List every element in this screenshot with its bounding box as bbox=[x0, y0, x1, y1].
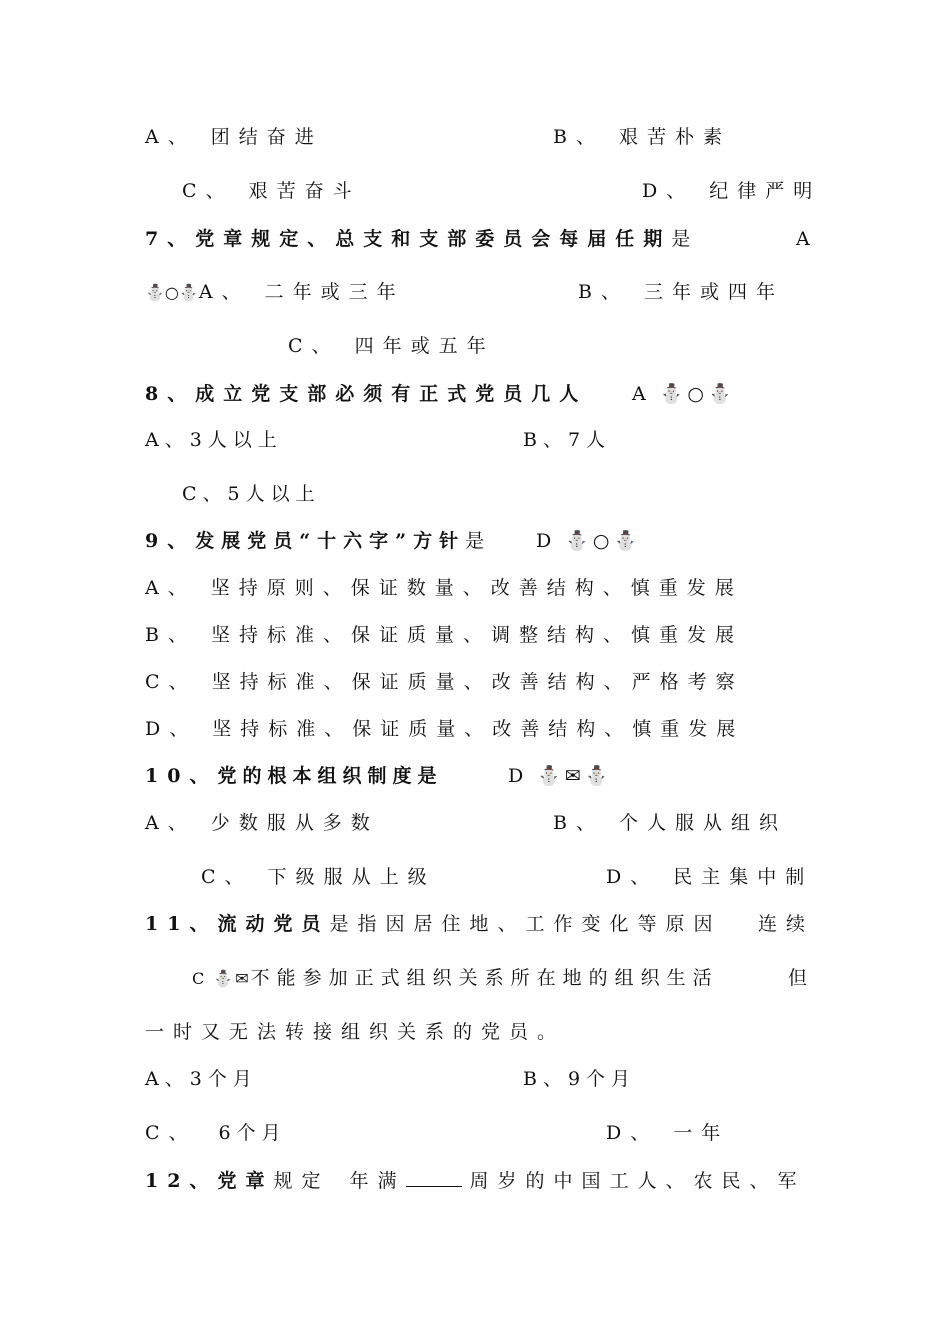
q12-text-3: 周岁的中国工人、农民、军 bbox=[469, 1170, 806, 1192]
q8-number: 8、 bbox=[145, 383, 196, 405]
q7-number: 7、 bbox=[145, 228, 196, 250]
q11-text-2b: 但 bbox=[788, 967, 817, 989]
q8-option-b: B、7人 bbox=[523, 429, 612, 451]
q11-answer: C ⛄✉ bbox=[192, 969, 251, 988]
q9-is: 是 bbox=[465, 530, 494, 552]
q11-option-c-value: 6个月 bbox=[218, 1122, 287, 1144]
q11-number: 11、 bbox=[145, 913, 218, 935]
q9-number: 9、 bbox=[145, 530, 196, 552]
q10-option-c: C、 下级服从上级 bbox=[201, 866, 436, 888]
q11-stem: 流动党员 bbox=[217, 913, 330, 935]
q11-option-b: B、9个月 bbox=[523, 1068, 637, 1090]
q11-text-2: 不能参加正式组织关系所在地的组织生活 bbox=[250, 967, 719, 989]
q6-option-b: B、 艰苦朴素 bbox=[553, 126, 732, 148]
q9-option-c: C、 坚持标准、保证质量、改善结构、严格考察 bbox=[145, 671, 744, 693]
q6-option-d: D、 纪律严明 bbox=[642, 180, 822, 202]
q7-is: 是 bbox=[671, 228, 700, 250]
q8-option-c: C、5人以上 bbox=[182, 483, 321, 505]
q11-option-c-label: C、 bbox=[145, 1122, 197, 1144]
q11-text-3: 一时又无法转接组织关系的党员。 bbox=[145, 1021, 566, 1043]
q10-stem: 党的根本组织制度是 bbox=[217, 765, 443, 787]
q9-option-d: D、 坚持标准、保证质量、改善结构、慎重发展 bbox=[145, 718, 745, 740]
q12-text-1: 规定 bbox=[273, 1170, 330, 1192]
q6-option-c: C、 艰苦奋斗 bbox=[182, 180, 361, 202]
q12-blank bbox=[406, 1168, 462, 1187]
q7-answer: A bbox=[796, 228, 819, 250]
q7-question bbox=[145, 227, 699, 251]
q12-text-2: 年满 bbox=[349, 1170, 406, 1192]
q11-option-a: A、3个月 bbox=[145, 1068, 258, 1090]
q9-answer: D ⛄○⛄ bbox=[536, 530, 642, 552]
q9-option-b: B、 坚持标准、保证质量、调整结构、慎重发展 bbox=[145, 624, 744, 646]
q9-stem: 发展党员“十六字”方针 bbox=[195, 530, 466, 552]
q10-option-d: D、 民主集中制 bbox=[606, 866, 814, 888]
q10-option-a: A、 少数服从多数 bbox=[145, 812, 379, 834]
q8-option-a: A、3人以上 bbox=[145, 429, 283, 451]
q8-answer: A ⛄○⛄ bbox=[632, 383, 736, 405]
q9-question bbox=[145, 529, 493, 553]
q10-answer: D ⛄✉⛄ bbox=[508, 765, 613, 787]
q7-option-a: A、 二年或三年 bbox=[198, 281, 405, 303]
q10-question bbox=[145, 764, 442, 788]
q11-text-1b: 连续 bbox=[758, 913, 815, 935]
q12-stem: 党章 bbox=[217, 1170, 274, 1192]
q11-line-2 bbox=[192, 966, 719, 991]
q11-text-1: 是指因居住地、工作变化等原因 bbox=[329, 913, 722, 935]
q10-option-b: B、 个人服从组织 bbox=[553, 812, 788, 834]
q8-stem: 成立党支部必须有正式党员几人 bbox=[195, 383, 588, 405]
q8-question bbox=[145, 382, 587, 406]
q9-option-a: A、 坚持原则、保证数量、改善结构、慎重发展 bbox=[145, 577, 743, 599]
q11-question bbox=[145, 912, 721, 936]
q11-option-d: D、 一年 bbox=[606, 1122, 730, 1144]
q7-option-b: B、 三年或四年 bbox=[578, 281, 785, 303]
q12-question bbox=[145, 1168, 806, 1193]
q11-option-c bbox=[145, 1121, 287, 1145]
q7-option-a-line bbox=[145, 280, 405, 305]
q10-number: 10、 bbox=[145, 765, 218, 787]
q6-option-a: A、 团结奋进 bbox=[145, 126, 323, 148]
q7-option-c: C、 四年或五年 bbox=[288, 335, 495, 357]
q7-stem: 党章规定、总支和支部委员会每届任期 bbox=[195, 228, 672, 250]
handwritten-mark-icon: ⛄○⛄ bbox=[145, 283, 199, 302]
q12-number: 12、 bbox=[145, 1170, 218, 1192]
